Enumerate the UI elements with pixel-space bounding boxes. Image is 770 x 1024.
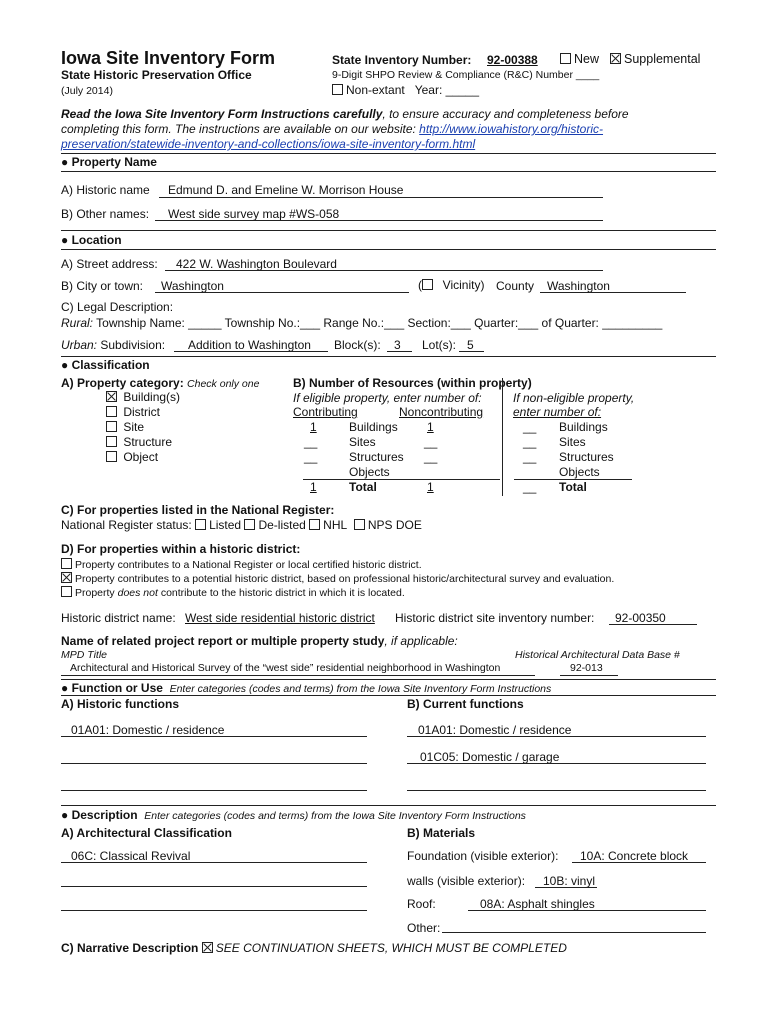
noneligible-hint2: enter number of: bbox=[513, 405, 602, 419]
rural-line bbox=[61, 316, 662, 330]
vicinity-label: Vicinity) bbox=[442, 278, 485, 292]
arch-class-value[interactable]: 06C: Classical Revival bbox=[71, 849, 191, 863]
district-opt3-checkbox[interactable] bbox=[61, 586, 72, 597]
instructions-line2 bbox=[61, 122, 603, 136]
other-material-label: Other: bbox=[407, 921, 441, 935]
narrative-value: SEE CONTINUATION SHEETS, WHICH MUST BE COMPLETED bbox=[215, 941, 567, 955]
noncontributing-header: Noncontributing bbox=[399, 405, 484, 419]
property-category-label bbox=[61, 376, 259, 390]
rc-number-label[interactable]: 9-Digit SHPO Review & Compliance (R&C) Number ____ bbox=[332, 69, 600, 81]
object-checkbox[interactable] bbox=[106, 451, 117, 462]
foundation-label: Foundation (visible exterior): bbox=[407, 849, 559, 863]
field-underline bbox=[159, 197, 603, 198]
ne-buildings[interactable]: __ bbox=[523, 420, 537, 434]
classification-heading: ● Classification bbox=[61, 358, 150, 372]
database-value[interactable]: 92-013 bbox=[570, 662, 603, 674]
ne-label: Buildings bbox=[559, 420, 608, 434]
field-underline bbox=[61, 790, 367, 791]
urban-label: Urban: bbox=[61, 338, 98, 352]
instructions-link[interactable]: http://www.iowahistory.org/historic- bbox=[419, 122, 604, 136]
district-option-text: Property contributes to a National Register or local certified historic district. bbox=[75, 559, 422, 571]
inventory-number-label: State Inventory Number: bbox=[332, 53, 472, 67]
vicinity-checkbox[interactable] bbox=[422, 279, 433, 290]
field-underline bbox=[535, 887, 597, 888]
category-site[interactable] bbox=[106, 420, 144, 434]
blocks-value[interactable]: 3 bbox=[394, 338, 401, 352]
legal-description-label: C) Legal Description: bbox=[61, 300, 174, 314]
form-date: (July 2014) bbox=[61, 85, 113, 97]
field-underline bbox=[155, 292, 409, 293]
delisted-checkbox[interactable] bbox=[244, 519, 255, 530]
function-hint: Enter categories (codes and terms) from the Iowa Site Inventory Form Instructions bbox=[169, 683, 552, 695]
lots-label: Lot(s): bbox=[422, 338, 457, 352]
foundation-value[interactable]: 10A: Concrete block bbox=[580, 849, 689, 863]
field-underline bbox=[459, 351, 484, 352]
function-heading: ● Function or Use bbox=[61, 681, 163, 695]
structure-checkbox[interactable] bbox=[106, 436, 117, 447]
field-underline bbox=[61, 862, 367, 863]
related-heading bbox=[61, 634, 458, 648]
field-underline bbox=[407, 763, 706, 764]
urban-label-group bbox=[61, 338, 165, 352]
district-option-text: does not bbox=[117, 587, 158, 599]
row-label: Structures bbox=[349, 450, 404, 464]
district-opt2-checkbox[interactable] bbox=[61, 572, 72, 583]
district-option-text: Property bbox=[75, 587, 118, 599]
total-label: Total bbox=[349, 480, 377, 494]
year-field[interactable]: Year: _____ bbox=[414, 83, 480, 97]
ne-total-label: Total bbox=[559, 480, 587, 494]
total-contributing[interactable]: 1 bbox=[310, 480, 317, 494]
field-underline bbox=[468, 910, 706, 911]
supplemental-checkbox[interactable] bbox=[610, 53, 621, 64]
field-underline bbox=[442, 932, 706, 933]
nr-option-label: De-listed bbox=[258, 518, 306, 532]
blocks-label: Block(s): bbox=[334, 338, 381, 352]
building-checkbox[interactable] bbox=[106, 391, 117, 402]
nhl-checkbox[interactable] bbox=[309, 519, 320, 530]
property-name-heading: ● Property Name bbox=[61, 155, 157, 169]
mpd-title-value[interactable]: Architectural and Historical Survey of the “west side” residential neighborhood in Washington bbox=[70, 662, 501, 674]
field-underline bbox=[61, 675, 535, 676]
form-title: Iowa Site Inventory Form bbox=[61, 48, 276, 68]
new-label: New bbox=[574, 52, 600, 66]
rural-label: Rural: bbox=[61, 316, 94, 330]
ne-structures[interactable]: __ bbox=[523, 450, 537, 464]
category-label-text: Structure bbox=[123, 435, 173, 449]
county-label: County bbox=[496, 279, 535, 293]
instructions-text2: completing this form. The instructions are available on our website: bbox=[61, 122, 420, 136]
nr-option-label: Listed bbox=[209, 518, 242, 532]
district-option-1[interactable] bbox=[61, 558, 422, 571]
inventory-number-value[interactable]: 92-00388 bbox=[487, 53, 538, 67]
field-underline bbox=[387, 351, 412, 352]
nr-option-label: NPS DOE bbox=[367, 518, 422, 532]
instructions-line1 bbox=[61, 107, 629, 121]
category-label-text: District bbox=[123, 405, 161, 419]
other-names-value[interactable]: West side survey map #WS-058 bbox=[168, 207, 340, 221]
divider bbox=[61, 805, 716, 806]
non-extant-option[interactable] bbox=[332, 83, 479, 97]
instructions-bold: Read the Iowa Site Inventory Form Instructions carefully bbox=[61, 107, 383, 121]
new-checkbox[interactable] bbox=[560, 53, 571, 64]
function-heading-row bbox=[61, 681, 551, 695]
field-underline bbox=[407, 790, 706, 791]
ne-total[interactable]: __ bbox=[523, 480, 537, 494]
subdivision-value[interactable]: Addition to Washington bbox=[188, 338, 311, 352]
district-option-text: Property contributes to a potential historic district, based on professional historic/architectural survey and evaluation. bbox=[75, 573, 615, 585]
vicinity-option[interactable] bbox=[418, 278, 484, 292]
current-functions-label: B) Current functions bbox=[407, 697, 524, 711]
current-function-1[interactable]: 01A01: Domestic / residence bbox=[418, 723, 572, 737]
field-underline bbox=[155, 220, 603, 221]
ne-label: Structures bbox=[559, 450, 614, 464]
historic-name-label: A) Historic name bbox=[61, 183, 150, 197]
office-name: State Historic Preservation Office bbox=[61, 68, 252, 82]
field-underline bbox=[609, 624, 697, 625]
county-value[interactable]: Washington bbox=[547, 279, 610, 293]
lots-value[interactable]: 5 bbox=[467, 338, 474, 352]
other-names-label: B) Other names: bbox=[61, 207, 150, 221]
historic-functions-label: A) Historic functions bbox=[61, 697, 180, 711]
noneligible-hint: If non-eligible property, bbox=[513, 391, 635, 405]
roof-label: Roof: bbox=[407, 897, 436, 911]
column-divider bbox=[502, 378, 503, 496]
supplemental-option[interactable] bbox=[610, 52, 700, 66]
national-register-status bbox=[61, 518, 422, 532]
description-heading-row bbox=[61, 808, 526, 822]
district-option-3[interactable] bbox=[61, 586, 405, 599]
category-hint: Check only one bbox=[187, 378, 260, 390]
district-checkbox[interactable] bbox=[106, 406, 117, 417]
district-option-2[interactable] bbox=[61, 572, 614, 585]
street-value[interactable]: 422 W. Washington Boulevard bbox=[176, 257, 337, 271]
divider bbox=[61, 695, 716, 696]
category-district[interactable] bbox=[106, 405, 160, 419]
narrative-label: C) Narrative Description bbox=[61, 941, 199, 955]
district-siteinv-label: Historic district site inventory number: bbox=[395, 611, 595, 625]
resources-heading: B) Number of Resources (within property) bbox=[293, 376, 532, 390]
city-label: B) City or town: bbox=[61, 279, 144, 293]
mpd-title-label: MPD Title bbox=[61, 649, 107, 661]
current-function-2[interactable]: 01C05: Domestic / garage bbox=[420, 750, 560, 764]
category-structure[interactable] bbox=[106, 435, 172, 449]
row-label: Objects bbox=[349, 465, 390, 479]
narrative-row bbox=[61, 941, 567, 955]
category-label-text: Site bbox=[123, 420, 145, 434]
total-rule bbox=[303, 479, 500, 480]
row-label: Buildings bbox=[349, 420, 398, 434]
contributing-buildings[interactable]: 1 bbox=[310, 420, 317, 434]
city-value[interactable]: Washington bbox=[161, 279, 224, 293]
eligible-hint: If eligible property, enter number of: bbox=[293, 391, 482, 405]
ne-sites[interactable]: __ bbox=[523, 435, 537, 449]
database-label: Historical Architectural Data Base # bbox=[515, 649, 680, 661]
listed-checkbox[interactable] bbox=[195, 519, 206, 530]
field-underline bbox=[174, 351, 328, 352]
field-underline bbox=[540, 292, 686, 293]
nps-doe-checkbox[interactable] bbox=[354, 519, 365, 530]
field-underline bbox=[61, 763, 367, 764]
vicinity-paren: ( bbox=[418, 278, 422, 292]
walls-value[interactable]: 10B: vinyl bbox=[543, 874, 596, 888]
historic-function-1[interactable]: 01A01: Domestic / residence bbox=[71, 723, 225, 737]
field-underline bbox=[61, 736, 367, 737]
field-underline bbox=[165, 270, 603, 271]
total-noncontributing[interactable]: 1 bbox=[427, 480, 434, 494]
national-register-heading: C) For properties listed in the National Register: bbox=[61, 503, 335, 517]
roof-value[interactable]: 08A: Asphalt shingles bbox=[480, 897, 595, 911]
district-opt1-checkbox[interactable] bbox=[61, 558, 72, 569]
contributing-sites[interactable]: __ bbox=[304, 435, 318, 449]
related-heading-bold: Name of related project report or multiple property study bbox=[61, 634, 385, 648]
historic-district-heading: D) For properties within a historic district: bbox=[61, 542, 301, 556]
new-option[interactable] bbox=[560, 52, 599, 66]
contributing-structures[interactable]: __ bbox=[304, 450, 318, 464]
walls-label: walls (visible exterior): bbox=[407, 874, 526, 888]
district-siteinv-value[interactable]: 92-00350 bbox=[615, 611, 666, 625]
divider bbox=[61, 356, 716, 357]
related-heading-italic: , if applicable: bbox=[384, 634, 458, 648]
category-object[interactable] bbox=[106, 450, 158, 464]
field-underline bbox=[407, 736, 706, 737]
category-label-text: Building(s) bbox=[123, 390, 181, 404]
contributing-header: Contributing bbox=[293, 405, 358, 419]
row-label: Sites bbox=[349, 435, 376, 449]
arch-class-label: A) Architectural Classification bbox=[61, 826, 232, 840]
rural-fields[interactable]: Township Name: _____ Township No.:___ Range No.:___ Section:___ Quarter:___ of Quarter: _________ bbox=[96, 316, 663, 330]
divider bbox=[61, 679, 716, 680]
category-label: A) Property category: bbox=[61, 376, 184, 390]
noncontributing-buildings[interactable]: 1 bbox=[427, 420, 434, 434]
district-name-value[interactable]: West side residential historic district bbox=[185, 611, 375, 625]
divider bbox=[61, 249, 716, 250]
category-label-text: Object bbox=[123, 450, 159, 464]
description-heading: ● Description bbox=[61, 808, 138, 822]
field-underline bbox=[560, 675, 618, 676]
noncontributing-structures[interactable]: __ bbox=[424, 450, 438, 464]
instructions-text1: , to ensure accuracy and completeness before bbox=[382, 107, 629, 121]
subdivision-label: Subdivision: bbox=[100, 338, 166, 352]
site-checkbox[interactable] bbox=[106, 421, 117, 432]
nr-status-label: National Register status: bbox=[61, 518, 192, 532]
historic-name-value[interactable]: Edmund D. and Emeline W. Morrison House bbox=[168, 183, 404, 197]
description-hint: Enter categories (codes and terms) from the Iowa Site Inventory Form Instructions bbox=[144, 810, 526, 822]
field-underline bbox=[61, 910, 367, 911]
location-heading: ● Location bbox=[61, 233, 122, 247]
district-option-text: contribute to the historic district in which it is located. bbox=[157, 587, 405, 599]
divider bbox=[61, 230, 716, 231]
nr-option-label: NHL bbox=[323, 518, 348, 532]
supplemental-label: Supplemental bbox=[624, 52, 701, 66]
noncontributing-sites[interactable]: __ bbox=[424, 435, 438, 449]
instructions-link-cont[interactable]: preservation/statewide-inventory-and-collections/iowa-site-inventory-form.html bbox=[61, 137, 476, 151]
field-underline bbox=[572, 862, 706, 863]
narrative-checkbox[interactable] bbox=[202, 942, 213, 953]
divider bbox=[61, 153, 716, 154]
non-extant-checkbox[interactable] bbox=[332, 84, 343, 95]
divider bbox=[61, 171, 716, 172]
street-label: A) Street address: bbox=[61, 257, 158, 271]
ne-label: Sites bbox=[559, 435, 586, 449]
field-underline bbox=[61, 886, 367, 887]
ne-label: Objects bbox=[559, 465, 600, 479]
materials-label: B) Materials bbox=[407, 826, 476, 840]
category-building[interactable] bbox=[106, 390, 180, 404]
non-extant-label: Non-extant bbox=[346, 83, 405, 97]
district-name-label: Historic district name: bbox=[61, 611, 176, 625]
